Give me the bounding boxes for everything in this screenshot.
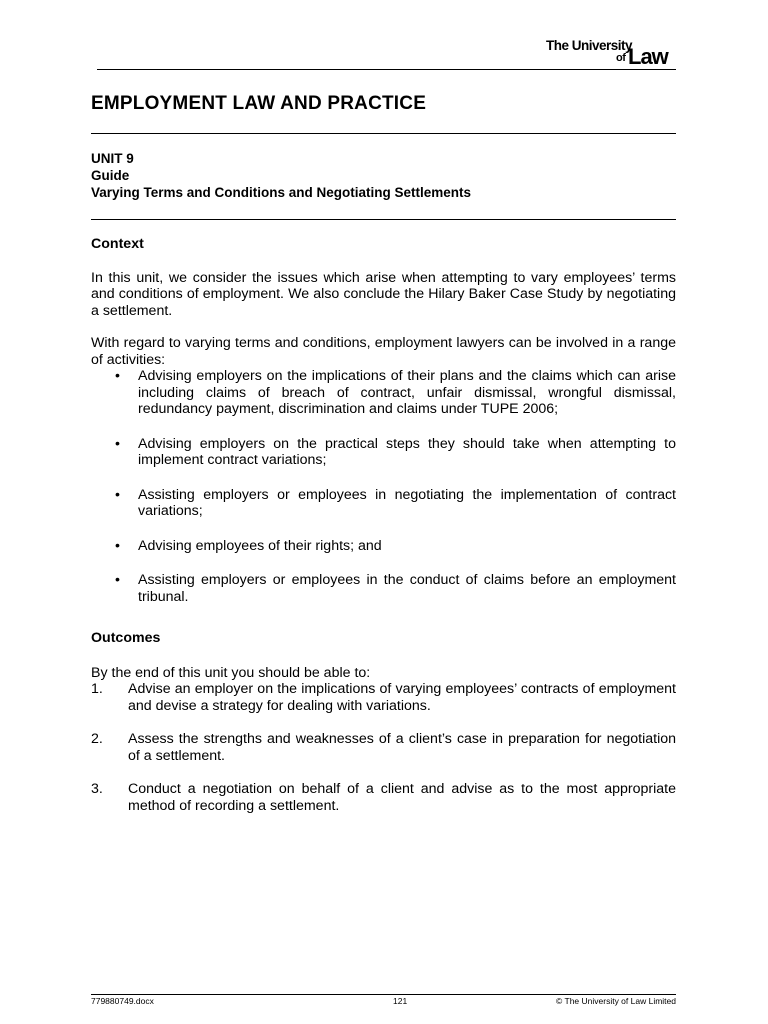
bullet-icon: • bbox=[115, 537, 120, 554]
list-item-number: 2. bbox=[91, 731, 103, 747]
list-item-text: Advising employees of their rights; and bbox=[138, 537, 382, 554]
list-item-text: Advising employers on the implications of their plans and the claims which can arise including claims of breach of contract, unfair dismissal, wrongful dismissal, redundancy payment, discrimination and claims under TUPE 2006; bbox=[138, 368, 676, 417]
logo-text-the-university: The University bbox=[546, 38, 633, 53]
list-item-text: Assisting employers or employees in the conduct of claims before an employment tribunal. bbox=[138, 572, 676, 605]
outcomes-intro: By the end of this unit you should be able to: bbox=[91, 664, 371, 681]
footer-filename: 779880749.docx bbox=[91, 996, 154, 1006]
list-item bbox=[91, 487, 676, 520]
list-item-text: Assisting employers or employees in negotiating the implementation of contract variations; bbox=[138, 486, 676, 519]
title-rule bbox=[91, 133, 676, 134]
header-rule bbox=[97, 69, 676, 70]
list-item-number: 1. bbox=[91, 681, 103, 697]
list-item bbox=[91, 572, 676, 605]
list-item-text: Conduct a negotiation on behalf of a client and advise as to the most appropriate method of recording a settlement. bbox=[128, 781, 676, 814]
list-item bbox=[91, 731, 676, 764]
bullet-icon: • bbox=[115, 486, 120, 503]
list-item-text: Assess the strengths and weaknesses of a client’s case in preparation for negotiation of a settlement. bbox=[128, 731, 676, 764]
page-footer bbox=[91, 996, 676, 1010]
unit-number: UNIT 9 bbox=[91, 151, 134, 166]
unit-type: Guide bbox=[91, 168, 130, 183]
list-item bbox=[91, 538, 676, 555]
context-heading: Context bbox=[91, 236, 144, 252]
list-item-text: Advising employers on the practical steps they should take when attempting to implement contract variations; bbox=[138, 435, 676, 468]
document-title: EMPLOYMENT LAW AND PRACTICE bbox=[91, 93, 427, 114]
list-item-number: 3. bbox=[91, 781, 103, 797]
list-item bbox=[91, 368, 676, 418]
footer-copyright: © The University of Law Limited bbox=[556, 996, 676, 1006]
unit-subtitle: Varying Terms and Conditions and Negotiating Settlements bbox=[91, 185, 472, 200]
unit-block bbox=[91, 150, 471, 201]
footer-page-number: 121 bbox=[393, 996, 408, 1006]
context-paragraph-2: With regard to varying terms and conditions, employment lawyers can be involved in a range of activities: bbox=[91, 335, 676, 368]
logo-text-law: Law bbox=[628, 44, 668, 69]
list-item bbox=[91, 436, 676, 469]
context-paragraph-1: In this unit, we consider the issues which arise when attempting to vary employees’ terms and conditions of employment. We also conclude the Hilary Baker Case Study by negotiating a settlement. bbox=[91, 269, 676, 319]
bullet-icon: • bbox=[115, 435, 120, 452]
bullet-icon: • bbox=[115, 572, 120, 588]
logo-text-of: of bbox=[616, 52, 626, 64]
outcomes-list bbox=[91, 681, 676, 814]
list-item bbox=[91, 781, 676, 814]
outcomes-heading: Outcomes bbox=[91, 630, 161, 646]
footer-rule bbox=[91, 994, 676, 995]
list-item-text: Advise an employer on the implications of varying employees’ contracts of employment and devise a strategy for dealing with variations. bbox=[128, 681, 676, 714]
main-content bbox=[91, 236, 676, 814]
list-item bbox=[91, 681, 676, 714]
university-logo bbox=[546, 38, 678, 68]
unit-rule bbox=[91, 219, 676, 220]
activities-list bbox=[91, 368, 676, 605]
bullet-icon: • bbox=[115, 368, 120, 384]
